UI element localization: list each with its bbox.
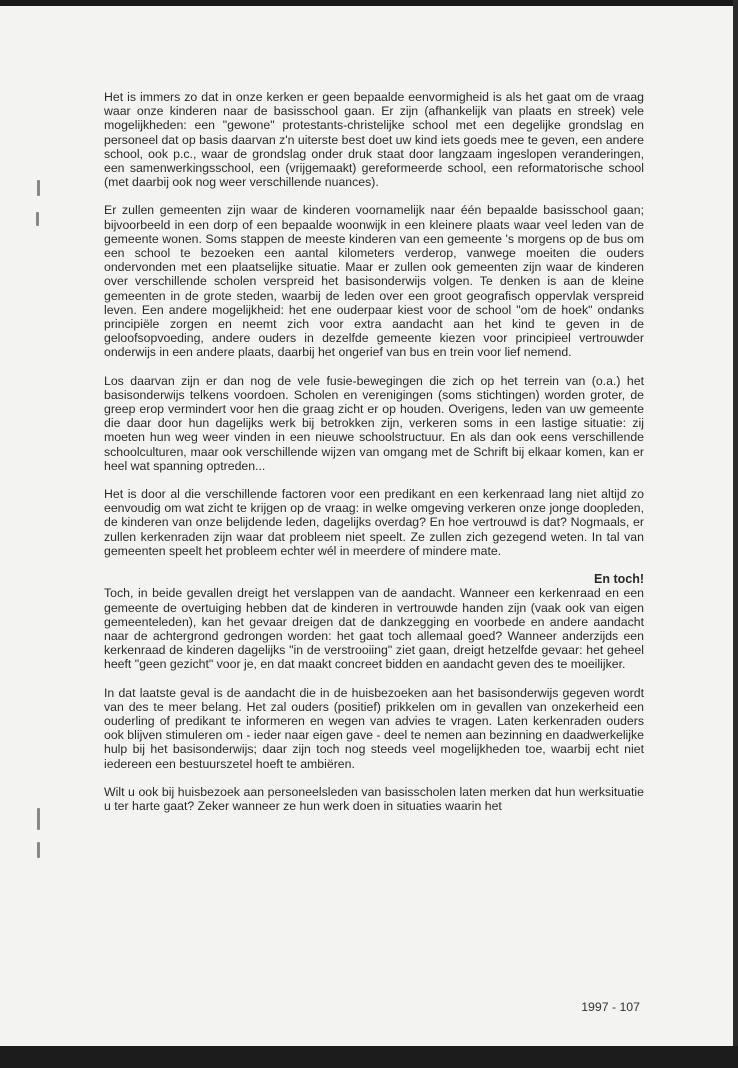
scan-bottom-edge — [0, 1046, 738, 1068]
article-body — [104, 90, 644, 813]
paragraph-attention: Toch, in beide gevallen dreigt het verslappen van de aandacht. Wanneer een kerkenraad en een gemeente de overtuiging hebben dat de kinderen in vertrouwde handen zijn (vaak ook van eigen gemeenteleden), kan het gevaar dreigen dat de dankzegging en voorbede en andere aandacht naar de achtergrond gedrongen worden: het gaat toch allemaal goed? Wanneer anderzijds een kerkenraad de kinderen dagelijks "in de verstrooiing" ziet gaan, dreigt hetzelfde gevaar: het geheel heeft "geen gezicht" voor je, en dat maakt concreet bidden en aandacht geven des te moeilijker. — [104, 586, 644, 672]
binding-mark — [37, 808, 40, 830]
scan-top-edge — [0, 0, 738, 6]
paragraph-congregations: Er zullen gemeenten zijn waar de kinderen voornamelijk naar één bepaalde basisschool gaan; bijvoorbeeld in een dorp of een bepaalde woonwijk in een kleinere plaats waar veel leden van de gemeente wonen. Soms stappen de meeste kinderen van een gemeente 's morgens op de bus om een school te bezoeken een aantal kilometers verderop, vanwege moeiten die ouders ondervonden met een plaatselijke situatie. Maar er zullen ook gemeenten zijn waar de kinderen over verschillende scholen verspreid het basisonderwijs volgen. Te denken is aan de kleine gemeenten in de grote steden, waarbij de leden over een groot geografisch oppervlak verspreid leven. Een andere mogelijkheid: het ene ouderpaar kiest voor de school "om de hoek" ondanks principiële zorgen en neemt zich voor extra aandacht aan het kind te geven in de geloofsopvoeding, andere ouders in dezelfde gemeente kiezen voor principieel vertrouwder onderwijs in een andere plaats, daarbij het ongerief van bus en trein voor lief nemend. — [104, 203, 644, 360]
paragraph-mergers: Los daarvan zijn er dan nog de vele fusie-bewegingen die zich op het terrein van (o.a.) het basisonderwijs telkens voordoen. Scholen en verenigingen (soms stichtingen) worden groter, de greep erop vermindert voor hen die graag zicht er op houden. Overigens, leden van uw gemeente die daar door hun dagelijks werk bij betrokken zijn, verkeren soms in een lastige situatie: zij moeten hun weg weer vinden in een nieuwe schoolstructuur. En als dan ook eens verschillende schoolculturen, maar ook verschillende wijzen van omgang met de Schrift bij elkaar komen, kan er heel wat spanning optreden... — [104, 373, 644, 473]
binding-mark — [37, 842, 40, 858]
paragraph-home-visits: In dat laatste geval is de aandacht die in de huisbezoeken aan het basisonderwijs gegeven wordt van des te meer belang. Het zal ouders (positief) prikkelen om in gevallen van onzekerheid een ouderling of predikant te informeren en wegen van advies te vragen. Laten kerkenraden ouders ook blijven stimuleren om - ieder naar eigen gave - deel te nemen aan bezinning en daadwerkelijke hulp bij het basisonderwijs; daar zijn toch nog steeds veel mogelijkheden toe, waarbij echt niet iedereen een bestuurszetel hoeft te ambiëren. — [104, 685, 644, 771]
paragraph-school-variety: Het is immers zo dat in onze kerken er geen bepaalde eenvormigheid is als het gaat om de vraag waar onze kinderen naar de basisschool gaan. Er zijn (afhankelijk van plaats en streek) vele mogelijkheden: een "gewone" protestants-christelijke school met een degelijke grondslag en personeel dat op basis daarvan z'n uiterste best doet uw kind iets goeds mee te geven, een andere school, ook p.c., waar de grondslag onder druk staat door langzaam ingeslopen veranderingen, een samenwerkingsschool, een (vrijgemaakt) gereformeerde school, een reformatorische school (met daarbij ook nog weer verschillende nuances). — [104, 90, 644, 190]
page-number: 1997 - 107 — [581, 1000, 640, 1014]
binding-mark — [36, 212, 39, 226]
binding-mark — [37, 180, 40, 196]
paragraph-staff: Wilt u ook bij huisbezoek aan personeelsleden van basisscholen laten merken dat hun werksituatie u ter harte gaat? Zeker wanneer ze hun werk doen in situaties waarin het — [104, 784, 644, 813]
section-heading: En toch! — [594, 572, 644, 587]
scan-right-edge — [733, 0, 738, 1068]
paragraph-insight: Het is door al die verschillende factoren voor een predikant en een kerkenraad lang niet altijd zo eenvoudig om wat zicht te krijgen op de vraag: in welke omgeving verkeren onze jonge doopleden, de kinderen van onze belijdende leden, dagelijks overdag? En hoe vertrouwd is dat? Nogmaals, er zullen kerkenraden zijn waar dat probleem niet speelt. Ze zullen zich gezegend weten. In tal van gemeenten speelt het probleem echter wél in meerdere of mindere mate. — [104, 487, 644, 558]
